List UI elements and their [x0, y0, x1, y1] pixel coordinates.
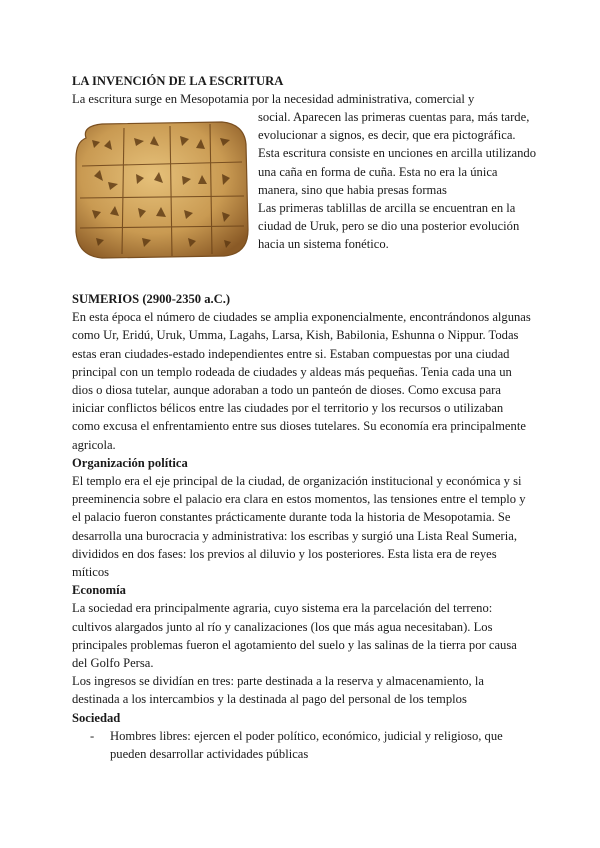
economia-paragraph-1: La sociedad era principalmente agraria, cuyo sistema era la parcelación del terreno: cultivos alargados junto al río y canalizaciones (los que más agua necesitaban). Los principales problemas fueron el agotamiento del suelo y las salinas de la tierra por causa del Golfo Persa. — [72, 601, 517, 671]
section-sumerios — [72, 290, 532, 763]
intro-line: La escritura surge en Mesopotamia por la necesidad administrativa, comercial y — [72, 92, 475, 107]
list-bullet: - — [90, 728, 95, 743]
intro-paragraph: social. Aparecen las primeras cuentas para, más tarde, evolucionar a signos, es decir, que era pictográfica. Esta escritura consiste en unciones en arcilla utilizando una caña en forma de cuña. Esta no era la única manera, sino que habia presas formas — [258, 110, 537, 197]
intro-paragraph-uruk: Las primeras tablillas de arcilla se encuentran en la ciudad de Uruk, pero se dio una posterior evolución hacia un sistema fonético. — [258, 201, 520, 252]
economia-paragraph-2: Los ingresos se dividían en tres: parte destinada a la reserva y almacenamiento, la destinada a los intercambios y la destinada al pago del personal de los templos — [72, 674, 484, 707]
section-title: LA INVENCIÓN DE LA ESCRITURA — [72, 74, 284, 88]
sociedad-title: Sociedad — [72, 710, 121, 725]
organizacion-paragraph: El templo era el eje principal de la ciudad, de organización institucional y económica y si preeminencia sobre el palacio era clara en estos momentos, las tensiones entre el templo y el palacio fueron constantes prácticamente durante toda la historia de Mesopotamia. Se desarrolla una burocracia y administrativa: los escribas y surgió una Lista Real Sumeria, divididos en dos fases: los previos al diluvio y los posteriores. Esta lista era de reyes míticos — [72, 474, 526, 580]
list-item-text: Hombres libres: ejercen el poder político, económico, judicial y religioso, que pueden desarrollar actividades públicas — [110, 728, 503, 762]
sumerios-paragraph: En esta época el número de ciudades se amplia exponencialmente, encontrándonos algunas como Ur, Eridú, Uruk, Umma, Lagahs, Larsa, Kish, Babilonia, Eshunna o Nippur. Todas estas eran ciudades-estado independientes entre si. Estaban compuestas por una ciudad principal con un templo rodeada de ciudades y aldeas más pequeñas. Tenia cada una un dios o diosa tutelar, aunque adoraban a todo un panteón de dioses. Como excusa para iniciar conflictos bélicos entre las ciudades por el territorio y los recursos o utilizaban como excusa el enfrentamiento entre sus dioses tutelares. Su economía era principalmente agricola. — [72, 310, 531, 452]
section-invencion-escritura — [72, 72, 532, 108]
intro-wrapped-text — [258, 108, 536, 254]
organizacion-title: Organización política — [72, 455, 188, 470]
sumerios-title: SUMERIOS (2900-2350 a.C.) — [72, 292, 231, 306]
cuneiform-tablet-image — [72, 118, 250, 260]
economia-title: Economía — [72, 583, 126, 598]
sociedad-list — [72, 727, 532, 763]
list-item — [72, 727, 532, 763]
